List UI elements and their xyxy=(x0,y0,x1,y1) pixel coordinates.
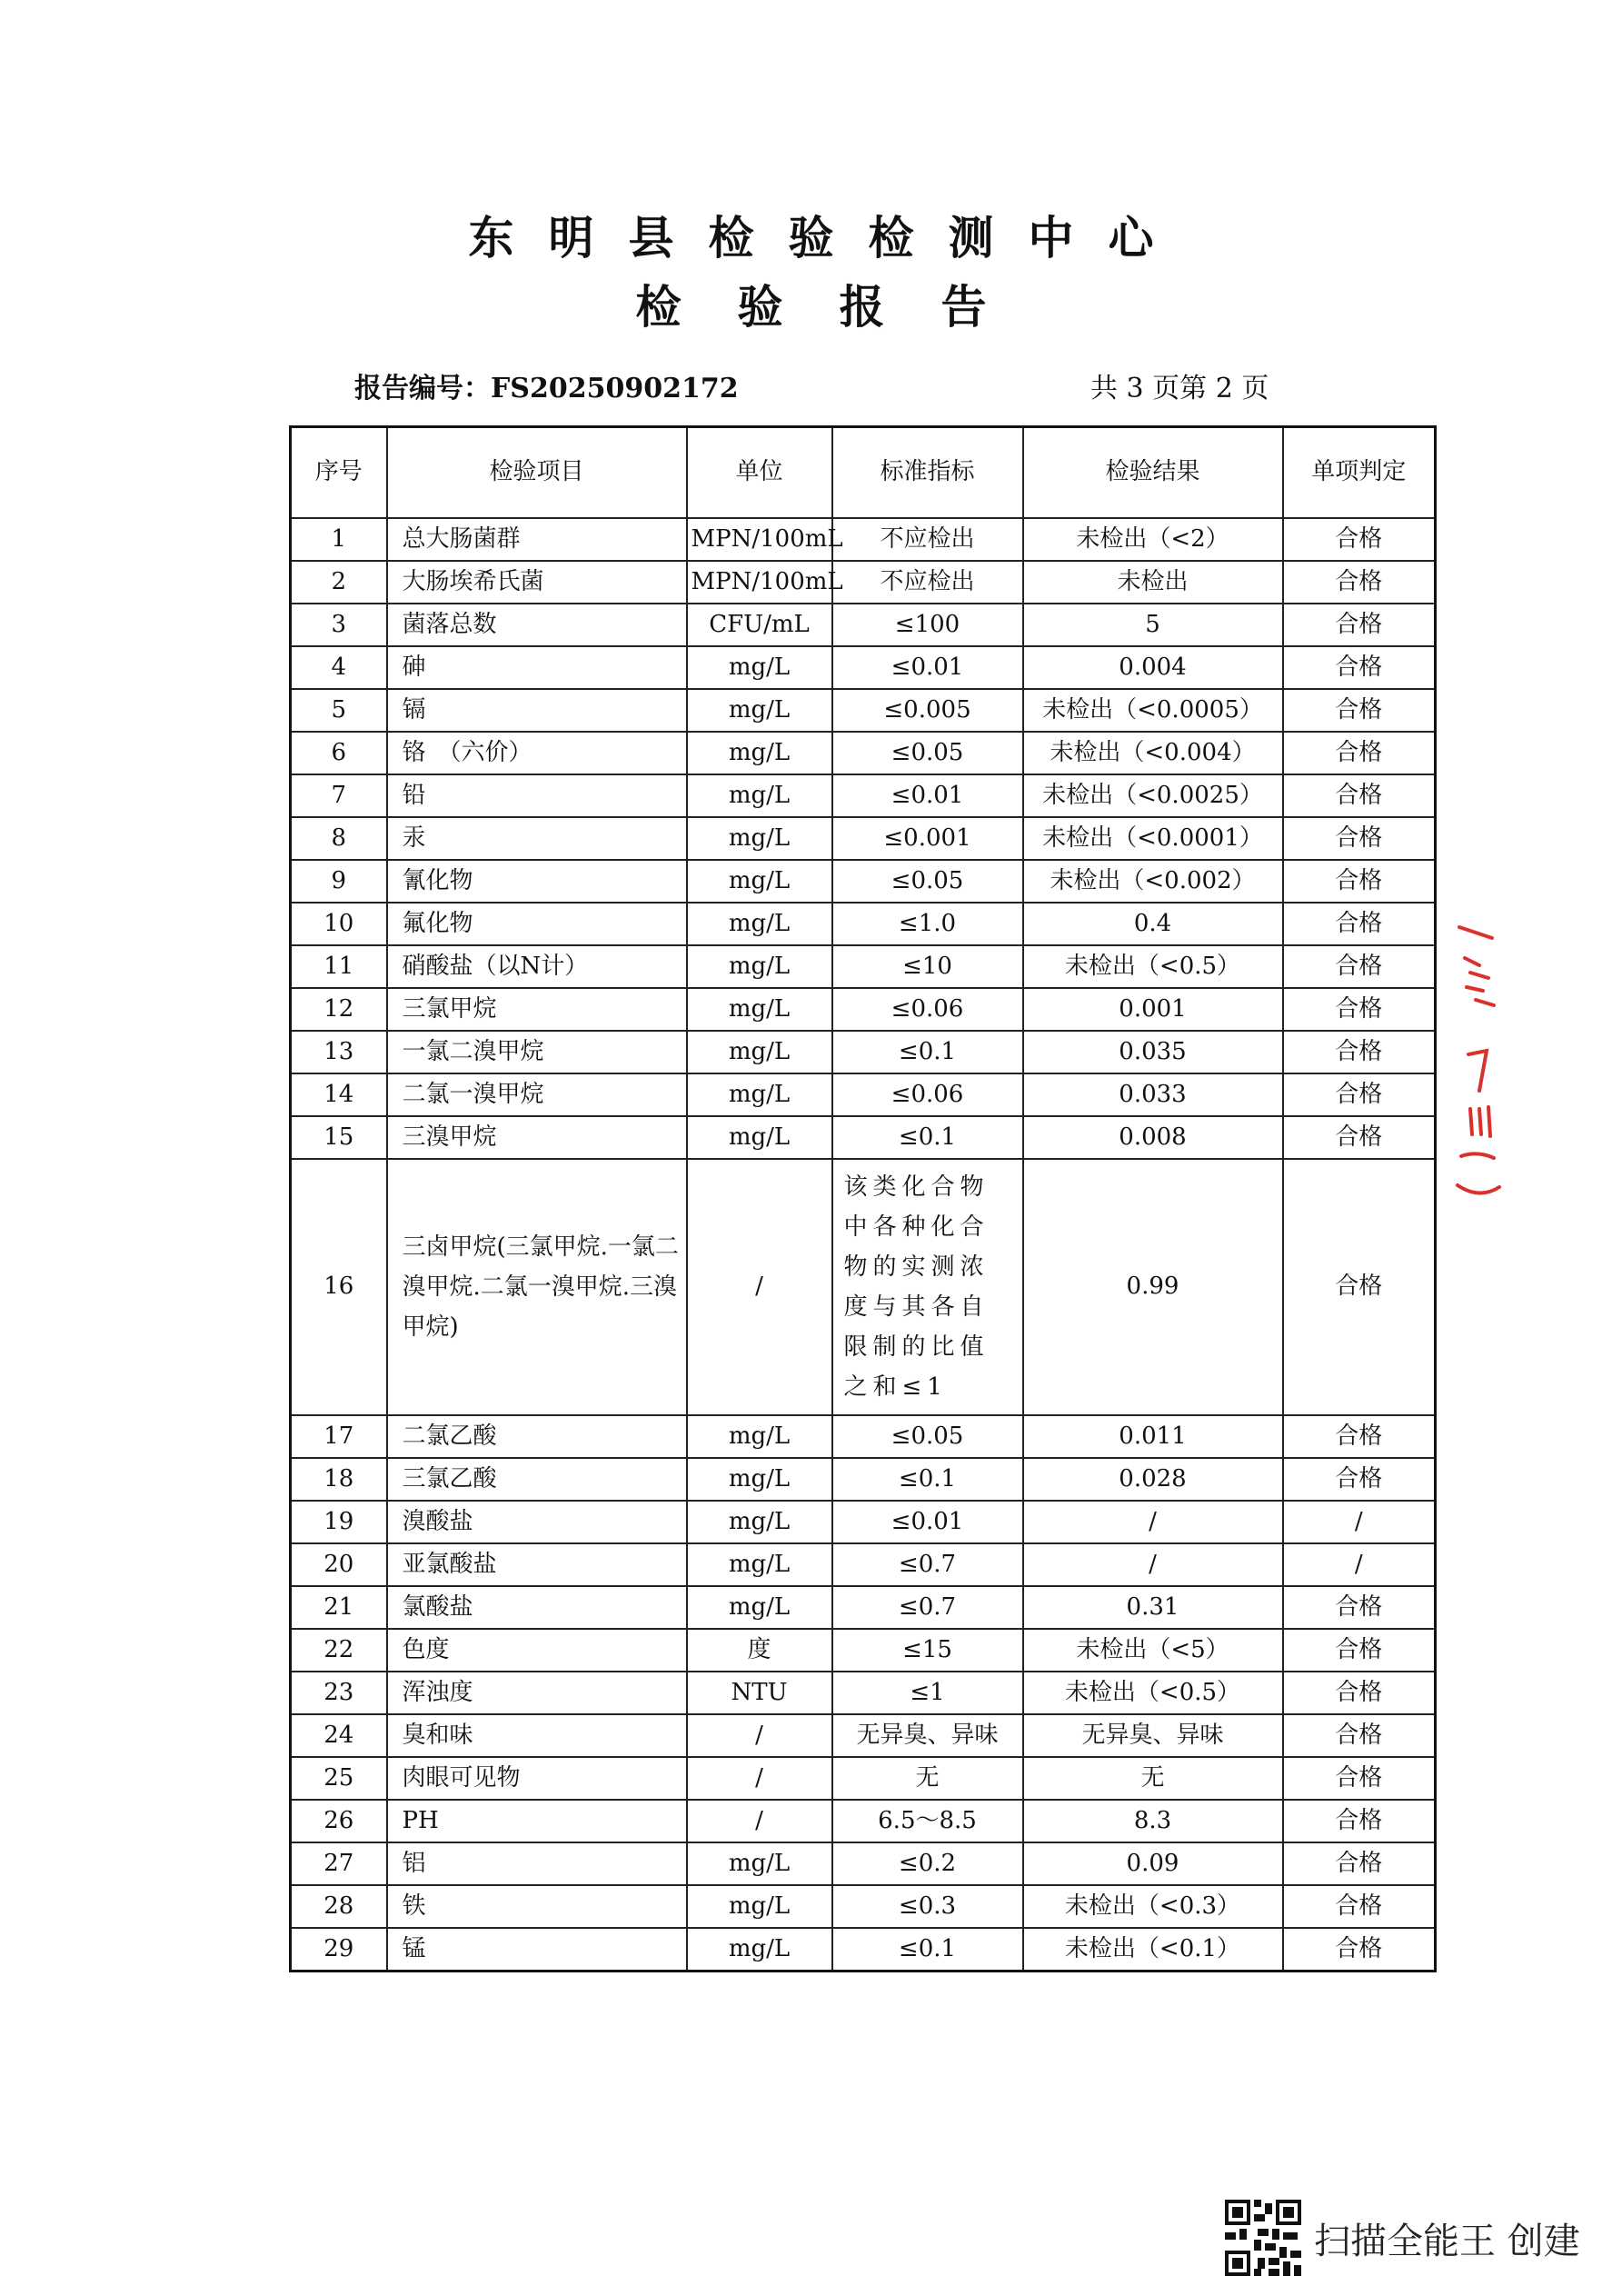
standard-cell: ≤0.05 xyxy=(832,732,1023,774)
unit-cell: mg/L xyxy=(687,1116,832,1159)
item-name-cell: 总大肠菌群 xyxy=(387,518,687,561)
judgement-cell: 合格 xyxy=(1283,646,1436,689)
result-cell: / xyxy=(1023,1501,1283,1543)
table-row xyxy=(291,1415,1436,1458)
result-cell: 0.001 xyxy=(1023,988,1283,1031)
standard-cell: ≤1 xyxy=(832,1672,1023,1714)
table-row xyxy=(291,732,1436,774)
result-cell: 0.004 xyxy=(1023,646,1283,689)
table-body xyxy=(291,518,1436,1972)
unit-cell: / xyxy=(687,1800,832,1842)
result-cell: 0.99 xyxy=(1023,1159,1283,1415)
row-index-cell: 14 xyxy=(291,1073,387,1116)
standard-cell: ≤100 xyxy=(832,604,1023,646)
row-index-cell: 18 xyxy=(291,1458,387,1501)
result-cell: / xyxy=(1023,1543,1283,1586)
table-row xyxy=(291,1073,1436,1116)
item-name-cell: 铅 xyxy=(387,774,687,817)
unit-cell: CFU/mL xyxy=(687,604,832,646)
judgement-cell: 合格 xyxy=(1283,903,1436,945)
table-row xyxy=(291,1586,1436,1629)
item-name-cell: 硝酸盐（以N计） xyxy=(387,945,687,988)
red-seal-fragment xyxy=(1452,918,1507,1218)
item-name-cell: 铬 （六价） xyxy=(387,732,687,774)
table-row xyxy=(291,1629,1436,1672)
row-index-cell: 22 xyxy=(291,1629,387,1672)
page-info: 共 3 页第 2 页 xyxy=(1090,373,1269,404)
judgement-cell: 合格 xyxy=(1283,518,1436,561)
standard-cell: ≤1.0 xyxy=(832,903,1023,945)
unit-cell: MPN/100mL xyxy=(687,561,832,604)
table-row xyxy=(291,1543,1436,1586)
item-name-cell: 菌落总数 xyxy=(387,604,687,646)
row-index-cell: 13 xyxy=(291,1031,387,1073)
row-index-cell: 12 xyxy=(291,988,387,1031)
row-index-cell: 27 xyxy=(291,1842,387,1885)
judgement-cell: 合格 xyxy=(1283,774,1436,817)
row-index-cell: 28 xyxy=(291,1885,387,1928)
standard-cell: ≤0.06 xyxy=(832,988,1023,1031)
item-name-cell: 镉 xyxy=(387,689,687,732)
table-row xyxy=(291,1757,1436,1800)
col-result-header: 检验结果 xyxy=(1023,427,1283,519)
judgement-cell: / xyxy=(1283,1501,1436,1543)
unit-cell: mg/L xyxy=(687,1415,832,1458)
row-index-cell: 15 xyxy=(291,1116,387,1159)
standard-cell: ≤0.3 xyxy=(832,1885,1023,1928)
row-index-cell: 26 xyxy=(291,1800,387,1842)
row-index-cell: 3 xyxy=(291,604,387,646)
row-index-cell: 5 xyxy=(291,689,387,732)
result-cell: 无异臭、异味 xyxy=(1023,1714,1283,1757)
result-cell: 0.31 xyxy=(1023,1586,1283,1629)
item-name-cell: 一氯二溴甲烷 xyxy=(387,1031,687,1073)
table-header xyxy=(291,427,1436,519)
item-name-cell: 铝 xyxy=(387,1842,687,1885)
unit-cell: NTU xyxy=(687,1672,832,1714)
unit-cell: mg/L xyxy=(687,1501,832,1543)
table-row xyxy=(291,1800,1436,1842)
result-cell: 5 xyxy=(1023,604,1283,646)
standard-cell: ≤0.06 xyxy=(832,1073,1023,1116)
judgement-cell: 合格 xyxy=(1283,1885,1436,1928)
standard-cell: ≤0.01 xyxy=(832,1501,1023,1543)
row-index-cell: 8 xyxy=(291,817,387,860)
table-row xyxy=(291,689,1436,732)
judgement-cell: 合格 xyxy=(1283,1714,1436,1757)
item-name-cell: 大肠埃希氏菌 xyxy=(387,561,687,604)
result-cell: 0.011 xyxy=(1023,1415,1283,1458)
unit-cell: mg/L xyxy=(687,1586,832,1629)
standard-cell: 6.5～8.5 xyxy=(832,1800,1023,1842)
judgement-cell: 合格 xyxy=(1283,988,1436,1031)
result-cell: 未检出（<0.1） xyxy=(1023,1928,1283,1972)
unit-cell: mg/L xyxy=(687,1928,832,1972)
item-name-cell: 砷 xyxy=(387,646,687,689)
item-name-cell: 浑浊度 xyxy=(387,1672,687,1714)
report-title-type: 检验报告 xyxy=(635,280,1043,334)
row-index-cell: 19 xyxy=(291,1501,387,1543)
table-row xyxy=(291,817,1436,860)
judgement-cell: 合格 xyxy=(1283,1757,1436,1800)
judgement-cell: 合格 xyxy=(1283,1073,1436,1116)
result-cell: 未检出（<0.5） xyxy=(1023,945,1283,988)
item-name-cell: 三溴甲烷 xyxy=(387,1116,687,1159)
standard-cell: 无异臭、异味 xyxy=(832,1714,1023,1757)
item-name-cell: 溴酸盐 xyxy=(387,1501,687,1543)
unit-cell: mg/L xyxy=(687,1458,832,1501)
row-index-cell: 11 xyxy=(291,945,387,988)
row-index-cell: 9 xyxy=(291,860,387,903)
judgement-cell: 合格 xyxy=(1283,1031,1436,1073)
result-cell: 未检出（<0.3） xyxy=(1023,1885,1283,1928)
inspection-table xyxy=(289,425,1437,1972)
col-judgement-header: 单项判定 xyxy=(1283,427,1436,519)
judgement-cell: 合格 xyxy=(1283,1672,1436,1714)
unit-cell: mg/L xyxy=(687,945,832,988)
col-item-header: 检验项目 xyxy=(387,427,687,519)
table-row xyxy=(291,1116,1436,1159)
row-index-cell: 7 xyxy=(291,774,387,817)
table-row xyxy=(291,1031,1436,1073)
item-name-cell: 肉眼可见物 xyxy=(387,1757,687,1800)
standard-cell: 无 xyxy=(832,1757,1023,1800)
row-index-cell: 1 xyxy=(291,518,387,561)
unit-cell: / xyxy=(687,1714,832,1757)
judgement-cell: / xyxy=(1283,1543,1436,1586)
item-name-cell: 氰化物 xyxy=(387,860,687,903)
unit-cell: mg/L xyxy=(687,732,832,774)
unit-cell: mg/L xyxy=(687,903,832,945)
standard-cell: ≤10 xyxy=(832,945,1023,988)
unit-cell: mg/L xyxy=(687,817,832,860)
standard-cell: ≤0.01 xyxy=(832,646,1023,689)
judgement-cell: 合格 xyxy=(1283,1586,1436,1629)
unit-cell: / xyxy=(687,1757,832,1800)
standard-cell: ≤0.7 xyxy=(832,1543,1023,1586)
col-index-header: 序号 xyxy=(291,427,387,519)
judgement-cell: 合格 xyxy=(1283,1800,1436,1842)
table-row xyxy=(291,945,1436,988)
unit-cell: / xyxy=(687,1159,832,1415)
scanner-app-label: 扫描全能王 创建 xyxy=(1314,2220,1580,2262)
standard-cell: ≤0.05 xyxy=(832,860,1023,903)
result-cell: 0.028 xyxy=(1023,1458,1283,1501)
judgement-cell: 合格 xyxy=(1283,732,1436,774)
row-index-cell: 29 xyxy=(291,1928,387,1972)
report-title-org: 东明县检验检测中心 xyxy=(468,211,1189,265)
row-index-cell: 25 xyxy=(291,1757,387,1800)
result-cell: 0.008 xyxy=(1023,1116,1283,1159)
result-cell: 未检出 xyxy=(1023,561,1283,604)
judgement-cell: 合格 xyxy=(1283,817,1436,860)
col-unit-header: 单位 xyxy=(687,427,832,519)
judgement-cell: 合格 xyxy=(1283,1159,1436,1415)
result-cell: 0.4 xyxy=(1023,903,1283,945)
table-row xyxy=(291,774,1436,817)
row-index-cell: 10 xyxy=(291,903,387,945)
unit-cell: mg/L xyxy=(687,1543,832,1586)
item-name-cell: 二氯一溴甲烷 xyxy=(387,1073,687,1116)
row-index-cell: 20 xyxy=(291,1543,387,1586)
row-index-cell: 16 xyxy=(291,1159,387,1415)
row-index-cell: 24 xyxy=(291,1714,387,1757)
table-row xyxy=(291,1928,1436,1972)
item-name-cell: 二氯乙酸 xyxy=(387,1415,687,1458)
row-index-cell: 21 xyxy=(291,1586,387,1629)
item-name-cell: 三氯乙酸 xyxy=(387,1458,687,1501)
judgement-cell: 合格 xyxy=(1283,1629,1436,1672)
result-cell: 0.035 xyxy=(1023,1031,1283,1073)
row-index-cell: 4 xyxy=(291,646,387,689)
table-row xyxy=(291,1501,1436,1543)
judgement-cell: 合格 xyxy=(1283,689,1436,732)
qr-code-icon xyxy=(1225,2200,1301,2276)
unit-cell: mg/L xyxy=(687,988,832,1031)
table-row xyxy=(291,903,1436,945)
judgement-cell: 合格 xyxy=(1283,1458,1436,1501)
table-row xyxy=(291,1885,1436,1928)
item-name-cell: 氟化物 xyxy=(387,903,687,945)
standard-cell: ≤0.1 xyxy=(832,1116,1023,1159)
judgement-cell: 合格 xyxy=(1283,1842,1436,1885)
result-cell: 8.3 xyxy=(1023,1800,1283,1842)
table-row xyxy=(291,1672,1436,1714)
row-index-cell: 23 xyxy=(291,1672,387,1714)
item-name-cell: 氯酸盐 xyxy=(387,1586,687,1629)
judgement-cell: 合格 xyxy=(1283,1928,1436,1972)
table-row xyxy=(291,1714,1436,1757)
unit-cell: mg/L xyxy=(687,1031,832,1073)
standard-cell: ≤15 xyxy=(832,1629,1023,1672)
table-row xyxy=(291,518,1436,561)
unit-cell: mg/L xyxy=(687,646,832,689)
standard-cell: 不应检出 xyxy=(832,561,1023,604)
judgement-cell: 合格 xyxy=(1283,604,1436,646)
item-name-cell: 臭和味 xyxy=(387,1714,687,1757)
table-row xyxy=(291,561,1436,604)
table-row xyxy=(291,646,1436,689)
unit-cell: mg/L xyxy=(687,860,832,903)
result-cell: 未检出（<0.004） xyxy=(1023,732,1283,774)
report-number: 报告编号：FS20250902172 xyxy=(354,373,739,404)
standard-cell: ≤0.1 xyxy=(832,1928,1023,1972)
standard-cell: ≤0.005 xyxy=(832,689,1023,732)
standard-cell: ≤0.7 xyxy=(832,1586,1023,1629)
table-row xyxy=(291,988,1436,1031)
row-index-cell: 2 xyxy=(291,561,387,604)
standard-cell: 不应检出 xyxy=(832,518,1023,561)
standard-cell: ≤0.05 xyxy=(832,1415,1023,1458)
item-name-cell: 三氯甲烷 xyxy=(387,988,687,1031)
judgement-cell: 合格 xyxy=(1283,860,1436,903)
standard-cell: ≤0.1 xyxy=(832,1031,1023,1073)
result-cell: 0.09 xyxy=(1023,1842,1283,1885)
unit-cell: mg/L xyxy=(687,1885,832,1928)
result-cell: 未检出（<0.5） xyxy=(1023,1672,1283,1714)
table-row xyxy=(291,860,1436,903)
unit-cell: 度 xyxy=(687,1629,832,1672)
result-cell: 未检出（<0.0025） xyxy=(1023,774,1283,817)
standard-cell: ≤0.1 xyxy=(832,1458,1023,1501)
standard-cell: ≤0.2 xyxy=(832,1842,1023,1885)
unit-cell: mg/L xyxy=(687,689,832,732)
result-cell: 未检出（<2） xyxy=(1023,518,1283,561)
item-name-cell: PH xyxy=(387,1800,687,1842)
row-index-cell: 17 xyxy=(291,1415,387,1458)
table-row xyxy=(291,1458,1436,1501)
judgement-cell: 合格 xyxy=(1283,1415,1436,1458)
judgement-cell: 合格 xyxy=(1283,561,1436,604)
scanner-watermark xyxy=(1225,2200,1580,2276)
item-name-cell: 三卤甲烷(三氯甲烷.一氯二溴甲烷.二氯一溴甲烷.三溴甲烷) xyxy=(387,1159,687,1415)
result-cell: 未检出（<5） xyxy=(1023,1629,1283,1672)
table-row xyxy=(291,604,1436,646)
item-name-cell: 色度 xyxy=(387,1629,687,1672)
standard-cell: ≤0.001 xyxy=(832,817,1023,860)
table-row xyxy=(291,1159,1436,1415)
unit-cell: mg/L xyxy=(687,774,832,817)
item-name-cell: 锰 xyxy=(387,1928,687,1972)
row-index-cell: 6 xyxy=(291,732,387,774)
result-cell: 未检出（<0.0005） xyxy=(1023,689,1283,732)
judgement-cell: 合格 xyxy=(1283,1116,1436,1159)
standard-cell: ≤0.01 xyxy=(832,774,1023,817)
unit-cell: mg/L xyxy=(687,1842,832,1885)
table-row xyxy=(291,1842,1436,1885)
item-name-cell: 铁 xyxy=(387,1885,687,1928)
judgement-cell: 合格 xyxy=(1283,945,1436,988)
item-name-cell: 汞 xyxy=(387,817,687,860)
standard-cell: 该类化合物中各种化合物的实测浓度与其各自限制的比值之和≤1 xyxy=(832,1159,1023,1415)
result-cell: 未检出（<0.002） xyxy=(1023,860,1283,903)
result-cell: 无 xyxy=(1023,1757,1283,1800)
col-standard-header: 标准指标 xyxy=(832,427,1023,519)
result-cell: 未检出（<0.0001） xyxy=(1023,817,1283,860)
unit-cell: mg/L xyxy=(687,1073,832,1116)
item-name-cell: 亚氯酸盐 xyxy=(387,1543,687,1586)
unit-cell: MPN/100mL xyxy=(687,518,832,561)
result-cell: 0.033 xyxy=(1023,1073,1283,1116)
